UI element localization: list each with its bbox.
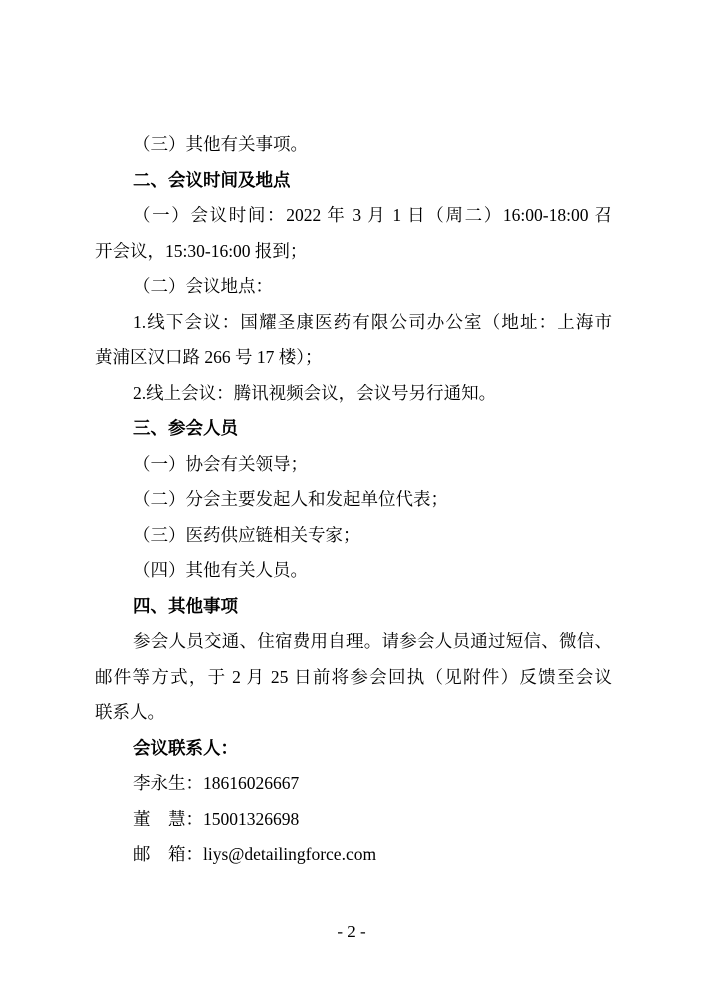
attendee-item: （四）其他有关人员。 (133, 560, 308, 580)
heading-attendees: 三、参会人员 (133, 418, 238, 438)
heading-other-matters: 四、其他事项 (133, 595, 238, 616)
attendee-item: （一）协会有关领导； (133, 453, 308, 474)
other-matters-line-1: 参会人员交通、住宿费用自理。请参会人员通过短信、微信、 (133, 631, 612, 651)
meeting-place-label: （二）会议地点： (133, 276, 273, 296)
attendee-item: （三）医药供应链相关专家； (133, 524, 361, 545)
online-meeting-line: 2.线上会议：腾讯视频会议，会议号另行通知。 (133, 382, 497, 403)
other-matters-line-3: 联系人。 (95, 702, 165, 722)
offline-meeting-line-2: 黄浦区汉口路 266 号 17 楼）； (95, 347, 323, 367)
contact-person-2: 董 慧：15001326698 (133, 808, 300, 829)
document-body (95, 127, 612, 873)
contact-email: 邮 箱：liys@detailingforce.com (133, 844, 377, 864)
contact-person-1: 李永生：18616026667 (133, 773, 300, 793)
offline-meeting-line-1: 1.线下会议：国耀圣康医药有限公司办公室（地址：上海市 (133, 311, 612, 332)
page-number: - 2 - (337, 922, 366, 941)
heading-contacts: 会议联系人： (133, 737, 238, 758)
heading-meeting-time-place: 二、会议时间及地点 (133, 169, 291, 190)
meeting-time-line-1: （一）会议时间：2022 年 3 月 1 日（周二）16:00-18:00 召 (133, 205, 612, 225)
meeting-time-line-2: 开会议，15:30-16:00 报到； (95, 240, 308, 261)
other-matters-line-2: 邮件等方式，于 2 月 25 日前将参会回执（见附件）反馈至会议 (95, 666, 612, 687)
attendee-item: （二）分会主要发起人和发起单位代表； (133, 489, 448, 509)
section-1-item-3: （三）其他有关事项。 (133, 134, 308, 154)
